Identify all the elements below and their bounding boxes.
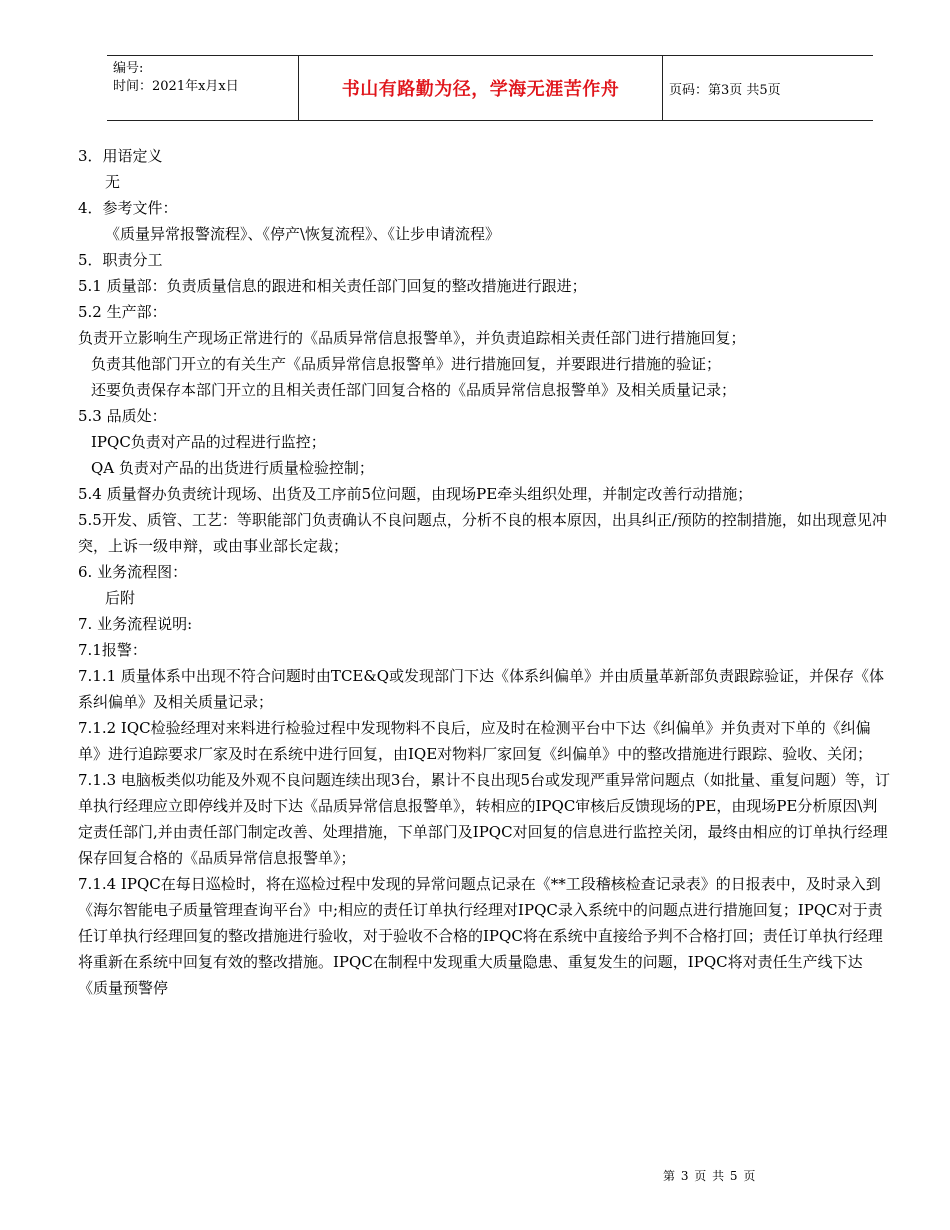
body-paragraph: 负责开立影响生产现场正常进行的《品质异常信息报警单》，并负责追踪相关责任部门进行措施回复； [78,329,746,347]
body-paragraph: 3．用语定义 [78,147,163,165]
body-paragraph: 5.3 品质处： [78,407,167,425]
body-paragraph: 5.2 生产部： [78,303,167,321]
body-paragraph: 7.1.4 IPQC在每日巡检时，将在巡检过程中发现的异常问题点记录在《**工段稽核检查记录表》的日报表中，及时录入到《海尔智能电子质量管理查询平台》中;相应的责任订单执行经理对IPQC录入系统中的问题点进行措施回复；IPQC对于责任订单执行经理回复的整改措施进行验收，对于验收不合格的IPQC将在系统中直接给予判不合格打回；责任订单执行经理将重新在系统中回复有效的整改措施。IPQC在制程中发现重大质量隐患、重复发生的问题，IPQC将对责任生产线下达《质量预警停 [78,875,883,997]
body-paragraph: 《质量异常报警流程》、《停产\恢复流程》、《让步申请流程》 [105,225,501,243]
header-motto: 书山有路勤为径，学海无涯苦作舟 [299,56,663,120]
body-paragraph: 7.1.2 IQC检验经理对来料进行检验过程中发现物料不良后，应及时在检测平台中下达《纠偏单》并负责对下单的《纠偏单》进行追踪要求厂家及时在系统中进行回复，由IQE对物料厂家回复《纠偏单》中的整改措施进行跟踪、验收、关闭； [78,719,873,763]
body-paragraph: 7.1.1 质量体系中出现不符合问题时由TCE&Q或发现部门下达《体系纠偏单》并由质量革新部负责跟踪验证，并保存《体系纠偏单》及相关质量记录； [78,667,885,711]
body-paragraph: 7.1报警： [78,641,147,659]
body-paragraph: 7. 业务流程说明: [78,615,193,633]
body-paragraph: 5．职责分工 [78,251,163,269]
body-paragraph: 6. 业务流程图： [78,563,188,581]
header-page-number: 页码：第3页 共5页 [669,82,781,98]
body-paragraph: 负责其他部门开立的有关生产《品质异常信息报警单》进行措施回复，并要跟进行措施的验证； [91,355,722,373]
body-paragraph: 还要负责保存本部门开立的且相关责任部门回复合格的《品质异常信息报警单》及相关质量记录； [91,381,737,399]
body-paragraph: IPQC负责对产品的过程进行监控； [91,433,326,451]
document-number-label: 编号: [113,61,144,76]
body-paragraph: 5.4 质量督办负责统计现场、出货及工序前5位问题，由现场PE牵头组织处理，并制定改善行动措施； [78,485,753,503]
document-body [78,143,892,1001]
body-paragraph: 无 [105,173,121,191]
body-paragraph: 7.1.3 电脑板类似功能及外观不良问题连续出现3台，累计不良出现5台或发现严重异常问题点（如批量、重复问题）等，订单执行经理应立即停线并及时下达《品质异常信息报警单》，转相应的IPQC审核后反馈现场的PE，由现场PE分析原因\判定责任部门,并由责任部门制定改善、处理措施，下单部门及IPQC对回复的信息进行监控关闭，最终由相应的订单执行经理保存回复合格的《品质异常信息报警单》； [78,771,891,867]
body-paragraph: 4．参考文件： [78,199,178,217]
body-paragraph: 后附 [105,589,136,607]
document-time-label: 时间：2021年x月x日 [113,79,239,94]
header-meta-cell [107,56,299,120]
body-paragraph: 5.1 质量部：负责质量信息的跟进和相关责任部门回复的整改措施进行跟进； [78,277,587,295]
document-header [107,55,873,121]
body-paragraph: 5.5开发、质管、工艺：等职能部门负责确认不良问题点，分析不良的根本原因，出具纠正/预防的控制措施，如出现意见冲突，上诉一级申辩，或由事业部长定裁； [78,511,887,555]
body-paragraph: QA 负责对产品的出货进行质量检验控制； [91,459,374,477]
page-footer: 第 3 页 共 5 页 [663,1169,757,1183]
